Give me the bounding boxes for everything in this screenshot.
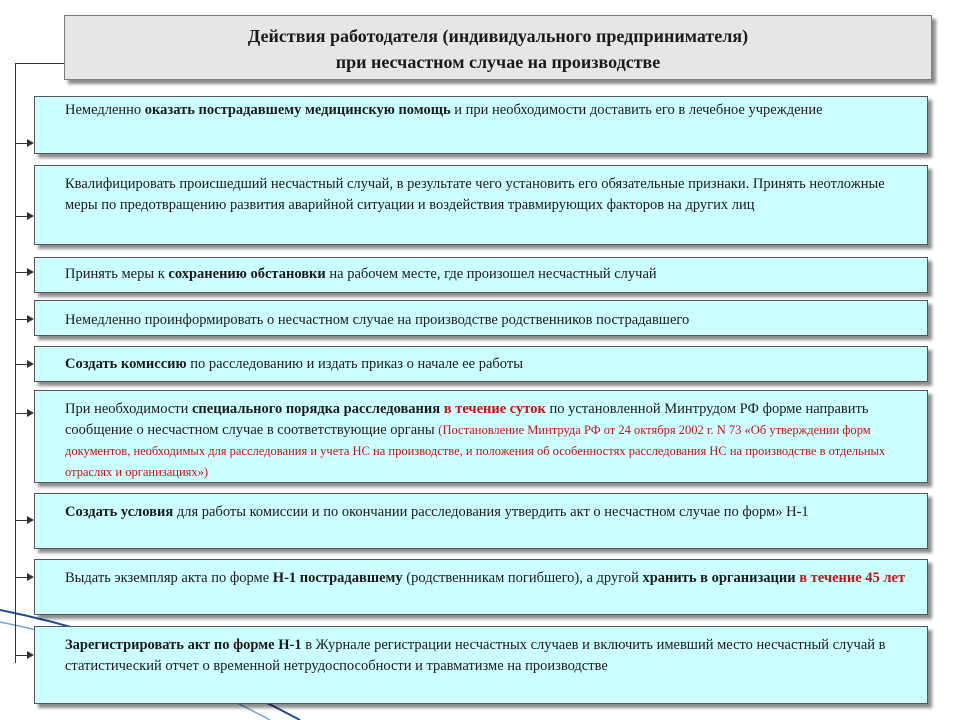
step-2-box bbox=[34, 165, 928, 245]
step-4-text: Немедленно проинформировать о несчастном случае на производстве родственников пострадавшего bbox=[65, 312, 690, 328]
arrow-step-8 bbox=[15, 577, 30, 578]
arrow-step-3 bbox=[15, 272, 30, 273]
step-5-bold: Создать комиссию bbox=[65, 356, 187, 372]
step-2-text: Квалифицировать происшедший несчастный случай, в результате чего установить его обязательные признаки. Принять неотложные меры по предотвращению развития аварийной ситуации и воздействия травмирующих факторов на других лиц bbox=[65, 176, 885, 213]
step-3-bold: сохранению обстановки bbox=[168, 266, 326, 282]
step-6-bold: специального порядка расследования bbox=[192, 401, 441, 417]
arrow-step-2 bbox=[15, 216, 30, 217]
step-3-text-b: на рабочем месте, где произошел несчастный случай bbox=[325, 266, 657, 282]
step-1-text bbox=[43, 100, 919, 121]
connector-top bbox=[15, 63, 64, 64]
step-3-box bbox=[34, 257, 928, 293]
step-8-text-a: Выдать экземпляр акта по форме bbox=[65, 570, 273, 586]
diagram-title bbox=[64, 15, 932, 80]
step-9-bold: Зарегистрировать акт по форме Н-1 bbox=[65, 637, 302, 653]
step-5-box bbox=[34, 346, 928, 382]
step-6-text bbox=[43, 394, 919, 483]
step-3-text-a: Принять меры к bbox=[65, 266, 169, 282]
step-1-box bbox=[34, 96, 928, 154]
step-8-bold-2: хранить в организации bbox=[642, 570, 796, 586]
step-1-text-b: и при необходимости доставить его в лечебное учреждение bbox=[450, 102, 823, 118]
step-6-text-a: При необходимости bbox=[65, 401, 192, 417]
step-7-bold: Создать условия bbox=[65, 504, 174, 520]
step-9-box bbox=[34, 626, 928, 704]
step-6-box bbox=[34, 390, 928, 483]
step-8-bold-1: Н-1 пострадавшему bbox=[272, 570, 403, 586]
step-3-text bbox=[43, 261, 919, 285]
step-7-text-b: для работы комиссии и по окончании расследования утвердить акт о несчастном случае по форм» Н-1 bbox=[173, 504, 809, 520]
title-line-2: при несчастном случае на производстве bbox=[335, 52, 661, 72]
step-7-text bbox=[43, 497, 919, 523]
step-9-text-b: в Журнале регистрации несчастных случаев и включить имевший место несчастный случай в статистический отчет о временной нетрудоспособности и травматизме на производстве bbox=[65, 637, 886, 674]
step-6-deadline: в течение суток bbox=[440, 401, 546, 417]
step-5-text-b: по расследованию и издать приказ о начале ее работы bbox=[186, 356, 523, 372]
step-6-legal-note: (Постановление Минтруда РФ от 24 октября 2002 г. N 73 «Об утверждении форм документов, необходимых для расследования и учета НС на производстве, и положения об особенностях расследования НС на производстве в отдельных отраслях и организациях») bbox=[65, 423, 886, 479]
title-line-1: Действия работодателя (индивидуального предпринимателя) bbox=[247, 26, 749, 46]
step-9-text bbox=[43, 630, 919, 677]
step-8-text-b: (родственникам погибшего), а другой bbox=[402, 570, 643, 586]
arrow-step-7 bbox=[15, 520, 30, 521]
step-1-bold: оказать пострадавшему медицинскую помощь bbox=[144, 102, 451, 118]
step-1-text-a: Немедленно bbox=[65, 102, 145, 118]
arrow-step-5 bbox=[15, 364, 30, 365]
arrow-step-4 bbox=[15, 319, 30, 320]
arrow-step-9 bbox=[15, 655, 30, 656]
step-8-box bbox=[34, 559, 928, 615]
arrow-step-1 bbox=[15, 143, 30, 144]
step-8-deadline: в течение 45 лет bbox=[795, 570, 906, 586]
step-6-text-b: по установленной Минтрудом РФ форме направить сообщение о несчастном случае в соответствующие органы bbox=[65, 401, 869, 438]
arrow-step-6 bbox=[15, 413, 30, 414]
step-4-box bbox=[34, 300, 928, 336]
step-5-text bbox=[43, 350, 919, 375]
step-8-text bbox=[43, 563, 919, 589]
step-7-box bbox=[34, 493, 928, 549]
connector-trunk bbox=[15, 63, 16, 663]
